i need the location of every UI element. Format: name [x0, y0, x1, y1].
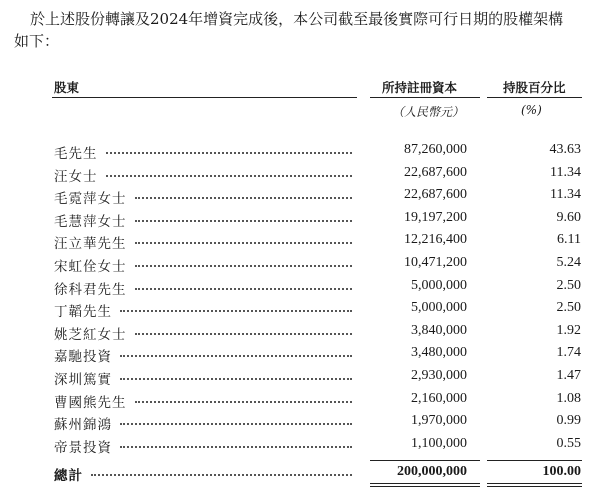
- dot-leader: [120, 378, 352, 380]
- shareholder-name: 曹國熊先生: [54, 394, 127, 411]
- table-row: [0, 276, 605, 298]
- dot-leader: [120, 446, 352, 448]
- table-row: [0, 230, 605, 252]
- total-double-rule: [487, 486, 582, 487]
- header-registered-capital: 所持註冊資本: [382, 80, 458, 95]
- total-capital: 200,000,000: [397, 464, 467, 479]
- total-label: 總計: [54, 468, 83, 484]
- table-row: [0, 163, 605, 185]
- dot-leader: [120, 423, 352, 425]
- registered-capital-value: 19,197,200: [404, 209, 467, 225]
- total-double-rule: [370, 486, 480, 487]
- shareholder-name: 帝景投資: [54, 439, 112, 456]
- dot-leader: [135, 333, 352, 335]
- shareholder-name: 徐科君先生: [54, 281, 127, 298]
- table-row: [0, 389, 605, 411]
- registered-capital-value: 1,970,000: [411, 413, 467, 429]
- dot-leader: [91, 474, 352, 476]
- header-underline: [370, 97, 480, 98]
- shareholder-name: 姚芝紅女士: [54, 326, 127, 343]
- registered-capital-value: 5,000,000: [411, 277, 467, 293]
- table-row: [0, 298, 605, 320]
- percentage-value: 1.08: [556, 390, 581, 406]
- percentage-value: 1.92: [556, 322, 581, 338]
- registered-capital-value: 22,687,600: [404, 164, 467, 180]
- table-row: [0, 343, 605, 365]
- total-row: [0, 462, 605, 484]
- percentage-value: 6.11: [557, 232, 581, 248]
- dot-leader: [106, 152, 352, 154]
- header-underline: [487, 97, 582, 98]
- dot-leader: [135, 220, 352, 222]
- registered-capital-value: 22,687,600: [404, 187, 467, 203]
- shareholder-name: 毛慧萍女士: [54, 213, 127, 230]
- table-row: [0, 185, 605, 207]
- registered-capital-value: 3,840,000: [411, 322, 467, 338]
- table-row: [0, 253, 605, 275]
- dot-leader: [135, 242, 352, 244]
- total-double-rule: [370, 483, 480, 484]
- dot-leader: [135, 401, 352, 403]
- percentage-value: 2.50: [556, 300, 581, 316]
- registered-capital-value: 12,216,400: [404, 232, 467, 248]
- registered-capital-value: 2,930,000: [411, 368, 467, 383]
- header-percentage: 持股百分比: [503, 80, 566, 95]
- intro-line-2: 如下：: [14, 32, 60, 50]
- registered-capital-value: 5,000,000: [411, 300, 467, 316]
- registered-capital-value: 1,100,000: [411, 435, 467, 451]
- dot-leader: [135, 197, 352, 199]
- shareholder-name: 嘉馳投資: [54, 349, 112, 366]
- dot-leader: [106, 175, 352, 177]
- dot-leader: [120, 310, 352, 312]
- percentage-value: 1.47: [556, 368, 581, 383]
- dot-leader: [135, 288, 352, 290]
- total-rule-top: [487, 460, 582, 461]
- dot-leader: [120, 355, 352, 357]
- shareholder-name: 蘇州錦鴻: [54, 417, 112, 434]
- table-row: [0, 208, 605, 230]
- percentage-value: 9.60: [556, 209, 581, 225]
- percentage-value: 0.55: [556, 435, 581, 451]
- table-row: [0, 321, 605, 343]
- table-row: [0, 411, 605, 433]
- shareholder-name: 毛先生: [54, 146, 98, 162]
- shareholder-name: 毛霓萍女士: [54, 191, 127, 208]
- shareholder-name: 丁韜先生: [54, 304, 112, 321]
- shareholder-name: 汪立華先生: [54, 236, 127, 253]
- shareholder-name: 深圳篤實: [54, 372, 112, 388]
- total-double-rule: [487, 483, 582, 484]
- dot-leader: [135, 265, 352, 267]
- intro-line-1: 於上述股份轉讓及2024年增資完成後，本公司截至最後實際可行日期的股權架構: [30, 10, 564, 28]
- total-rule-top: [370, 460, 480, 461]
- registered-capital-value: 87,260,000: [404, 142, 467, 157]
- percentage-value: 5.24: [556, 255, 581, 270]
- shareholder-name: 汪女士: [54, 168, 98, 185]
- header-shareholder: 股東: [54, 80, 80, 95]
- table-row: [0, 434, 605, 456]
- capital-unit-label: （人民幣元）: [392, 105, 465, 119]
- table-row: [0, 366, 605, 388]
- registered-capital-value: 3,480,000: [411, 345, 467, 361]
- registered-capital-value: 10,471,200: [404, 255, 467, 270]
- percentage-value: 0.99: [556, 413, 581, 429]
- shareholder-name: 宋虹佺女士: [54, 259, 127, 275]
- percentage-value: 11.34: [550, 164, 581, 180]
- registered-capital-value: 2,160,000: [411, 390, 467, 406]
- percentage-value: 11.34: [550, 187, 581, 203]
- percentage-value: 1.74: [556, 345, 581, 361]
- header-underline: [52, 97, 357, 98]
- percentage-unit-label: (%): [521, 103, 542, 117]
- percentage-value: 2.50: [556, 277, 581, 293]
- percentage-value: 43.63: [549, 142, 581, 157]
- intro-paragraph: [14, 8, 602, 52]
- table-row: [0, 140, 605, 162]
- total-percentage: 100.00: [542, 464, 581, 479]
